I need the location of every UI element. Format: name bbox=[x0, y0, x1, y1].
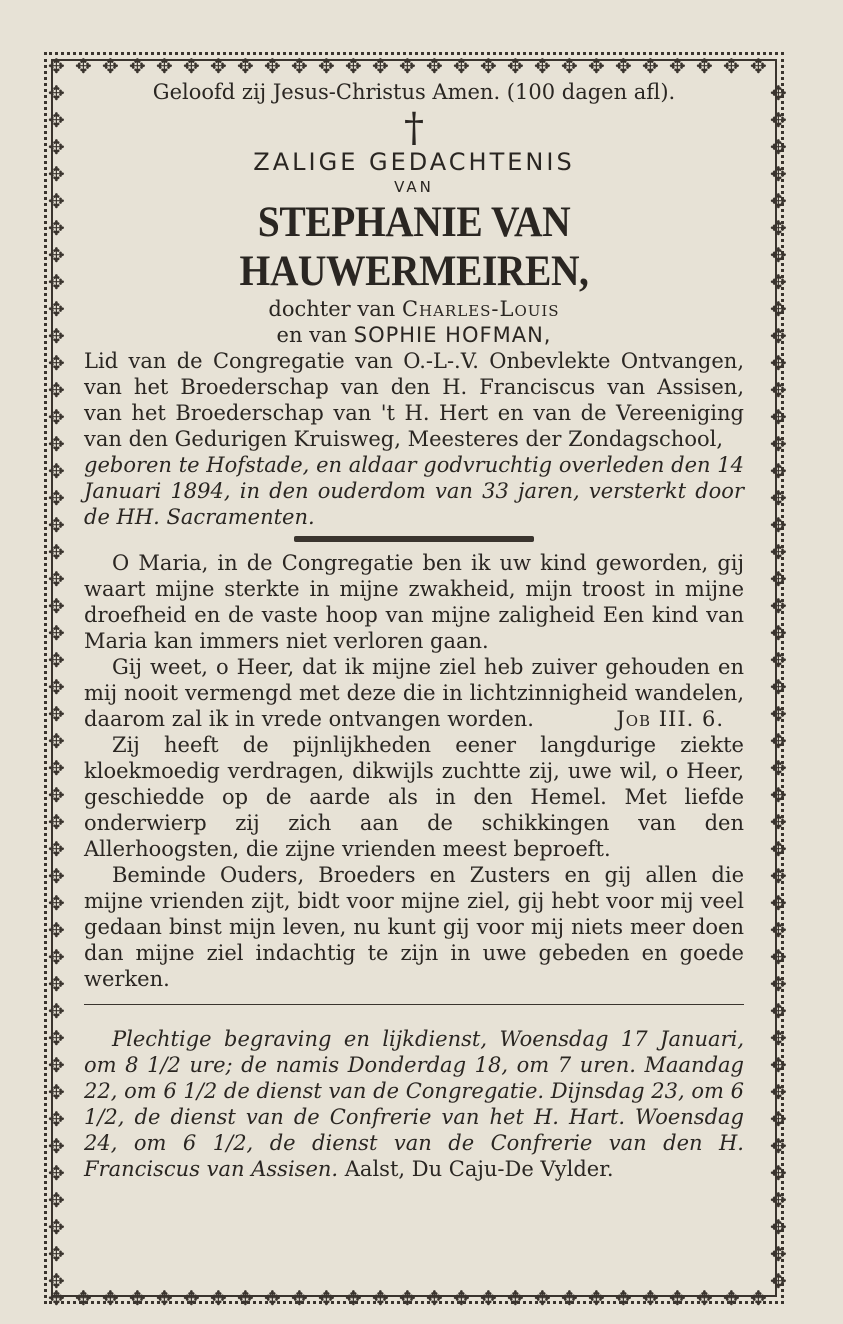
ornament-icon: ✥ bbox=[770, 1269, 787, 1293]
ornament-icon: ✥ bbox=[48, 405, 65, 429]
ornament-icon: ✥ bbox=[48, 81, 65, 105]
ornament-icon: ✥ bbox=[318, 1286, 335, 1310]
ornament-icon: ✥ bbox=[723, 54, 740, 78]
ornament-icon: ✥ bbox=[48, 1161, 65, 1185]
ornament-icon: ✥ bbox=[770, 81, 787, 105]
ornament-icon: ✥ bbox=[770, 243, 787, 267]
ornament-icon: ✥ bbox=[264, 54, 281, 78]
father-name: Charles-Louis bbox=[401, 297, 560, 321]
ornament-icon: ✥ bbox=[318, 54, 335, 78]
ornament-icon: ✥ bbox=[48, 837, 65, 861]
ornament-icon: ✥ bbox=[48, 162, 65, 186]
ornament-icon: ✥ bbox=[642, 54, 659, 78]
ornament-icon: ✥ bbox=[183, 1286, 200, 1310]
invocation: Geloofd zij Jesus-Christus Amen. (100 dagen afl). bbox=[152, 80, 676, 104]
ornament-icon: ✥ bbox=[48, 135, 65, 159]
ornament-icon: ✥ bbox=[770, 216, 787, 240]
ornament-icon: ✥ bbox=[770, 567, 787, 591]
ornament-icon: ✥ bbox=[770, 1188, 787, 1212]
ornament-icon: ✥ bbox=[48, 270, 65, 294]
ornament-icon: ✥ bbox=[426, 1286, 443, 1310]
ornament-icon: ✥ bbox=[770, 1161, 787, 1185]
ornament-icon: ✥ bbox=[48, 1026, 65, 1050]
ornament-icon: ✥ bbox=[48, 513, 65, 537]
ornament-icon: ✥ bbox=[770, 297, 787, 321]
ornament-icon: ✥ bbox=[48, 999, 65, 1023]
ornament-icon: ✥ bbox=[48, 729, 65, 753]
ornament-icon: ✥ bbox=[770, 783, 787, 807]
ornament-icon: ✥ bbox=[48, 54, 65, 78]
ornament-icon: ✥ bbox=[48, 621, 65, 645]
ornament-icon: ✥ bbox=[507, 54, 524, 78]
ornament-icon: ✥ bbox=[48, 1080, 65, 1104]
ornament-icon: ✥ bbox=[48, 540, 65, 564]
cross-icon: † bbox=[404, 105, 424, 151]
ornament-icon: ✥ bbox=[770, 270, 787, 294]
ornament-icon: ✥ bbox=[669, 1286, 686, 1310]
heading: ZALIGE GEDACHTENIS bbox=[253, 148, 575, 176]
ornament-icon: ✥ bbox=[48, 567, 65, 591]
ornament-icon: ✥ bbox=[426, 54, 443, 78]
ornament-icon: ✥ bbox=[48, 216, 65, 240]
ornament-icon: ✥ bbox=[770, 432, 787, 456]
ornament-icon: ✥ bbox=[48, 1107, 65, 1131]
ornament-icon: ✥ bbox=[696, 54, 713, 78]
ornament-icon: ✥ bbox=[770, 891, 787, 915]
ornament-icon: ✥ bbox=[48, 486, 65, 510]
ornament-icon: ✥ bbox=[48, 1188, 65, 1212]
ornament-icon: ✥ bbox=[48, 1215, 65, 1239]
ornament-icon: ✥ bbox=[770, 972, 787, 996]
ornament-icon: ✥ bbox=[48, 432, 65, 456]
ornament-icon: ✥ bbox=[770, 594, 787, 618]
ornament-icon: ✥ bbox=[48, 594, 65, 618]
divider bbox=[294, 536, 534, 542]
ornament-icon: ✥ bbox=[48, 459, 65, 483]
ornament-icon: ✥ bbox=[770, 864, 787, 888]
ornament-icon: ✥ bbox=[770, 189, 787, 213]
ornament-icon: ✥ bbox=[770, 837, 787, 861]
ornament-icon: ✥ bbox=[48, 297, 65, 321]
ornament-icon: ✥ bbox=[48, 918, 65, 942]
ornament-icon: ✥ bbox=[615, 1286, 632, 1310]
ornament-icon: ✥ bbox=[48, 864, 65, 888]
ornament-icon: ✥ bbox=[183, 54, 200, 78]
ornament-icon: ✥ bbox=[770, 945, 787, 969]
ornament-icon: ✥ bbox=[770, 324, 787, 348]
ornament-icon: ✥ bbox=[48, 1242, 65, 1266]
ornament-icon: ✥ bbox=[75, 1286, 92, 1310]
ornament-icon: ✥ bbox=[770, 1215, 787, 1239]
parents bbox=[84, 296, 744, 348]
ornament-icon: ✥ bbox=[399, 54, 416, 78]
ornament-icon: ✥ bbox=[48, 783, 65, 807]
ornament-icon: ✥ bbox=[770, 756, 787, 780]
prayer-1: O Maria, in de Congregatie ben ik uw kind geworden, gij waart mijne sterkte in mijne zwakheid, mijn troost in mijne droefheid en de vaste hoop van mijne zaligheid Een kind van Maria kan immers niet verloren gaan. bbox=[84, 551, 744, 653]
ornament-icon: ✥ bbox=[237, 1286, 254, 1310]
footer-rule bbox=[84, 1004, 744, 1005]
ornament-icon: ✥ bbox=[534, 1286, 551, 1310]
ornament-icon: ✥ bbox=[770, 1107, 787, 1131]
prayer-3: Zij heeft de pijnlijkheden eener langdurige ziekte kloekmoedig verdragen, dikwijls zuchtte zij, uwe wil, o Heer, geschiedde op de aarde als in den Hemel. Met liefde onderwierp zij zich aan de schikkingen van den Allerhoogsten, die zijne vrienden meest beproeft. bbox=[84, 733, 744, 861]
father-line: dochter van Charles-Louis bbox=[268, 297, 560, 321]
ornament-icon: ✥ bbox=[102, 54, 119, 78]
ornament-icon: ✥ bbox=[345, 1286, 362, 1310]
ornament-icon: ✥ bbox=[48, 945, 65, 969]
ornament-icon: ✥ bbox=[770, 1134, 787, 1158]
scripture-ref: Job III. 6. bbox=[616, 707, 724, 731]
ornament-icon: ✥ bbox=[48, 243, 65, 267]
ornament-icon: ✥ bbox=[588, 54, 605, 78]
ornament-icon: ✥ bbox=[588, 1286, 605, 1310]
ornament-icon: ✥ bbox=[770, 702, 787, 726]
ornament-icon: ✥ bbox=[770, 1026, 787, 1050]
ornament-icon: ✥ bbox=[770, 621, 787, 645]
ornament-icon: ✥ bbox=[770, 999, 787, 1023]
prayer-4: Beminde Ouders, Broeders en Zusters en gij allen die mijne vrienden zijt, bidt voor mijne ziel, gij hebt voor mij veel gedaan binst mijn leven, nu kunt gij voor mij niets meer doen dan mijne ziel indachtig te zijn in uwe gebeden en goede werken. bbox=[84, 863, 744, 991]
ornament-icon: ✥ bbox=[48, 756, 65, 780]
ornament-icon: ✥ bbox=[770, 135, 787, 159]
ornament-icon: ✥ bbox=[770, 351, 787, 375]
ornament-icon: ✥ bbox=[480, 54, 497, 78]
ornament-icon: ✥ bbox=[48, 378, 65, 402]
ornament-icon: ✥ bbox=[770, 378, 787, 402]
footer-services: Plechtige begraving en lijkdienst, Woensdag 17 Januari, om 8 1/2 ure; de namis Donderdag 18, om 7 uren. Maandag 22, om 6 1/2 de dienst van de Congregatie. Dijnsdag 23, om 6 1/2, de dienst van de Confrerie van het H. Hart. Woensdag 24, om 6 1/2, de dienst van de Confrerie van den H. Franciscus van Assisen. Aalst, Du Caju-De Vylder. bbox=[84, 1027, 744, 1181]
ornament-icon: ✥ bbox=[48, 1286, 65, 1310]
ornament-icon: ✥ bbox=[770, 486, 787, 510]
ornament-icon: ✥ bbox=[453, 54, 470, 78]
ornament-icon: ✥ bbox=[48, 324, 65, 348]
ornament-icon: ✥ bbox=[669, 54, 686, 78]
ornament-icon: ✥ bbox=[48, 1053, 65, 1077]
ornament-icon: ✥ bbox=[770, 540, 787, 564]
ornament-icon: ✥ bbox=[561, 1286, 578, 1310]
ornament-icon: ✥ bbox=[48, 891, 65, 915]
ornament-icon: ✥ bbox=[507, 1286, 524, 1310]
ornament-icon: ✥ bbox=[770, 1080, 787, 1104]
ornament-icon: ✥ bbox=[642, 1286, 659, 1310]
ornament-icon: ✥ bbox=[399, 1286, 416, 1310]
ornament-icon: ✥ bbox=[129, 54, 146, 78]
ornament-icon: ✥ bbox=[561, 54, 578, 78]
ornament-icon: ✥ bbox=[723, 1286, 740, 1310]
card-content bbox=[84, 80, 744, 1290]
ornament-icon: ✥ bbox=[770, 729, 787, 753]
ornament-icon: ✥ bbox=[770, 918, 787, 942]
ornament-icon: ✥ bbox=[770, 513, 787, 537]
bio: Lid van de Congregatie van O.-L-.V. Onbevlekte Ontvangen, van het Broederschap van den H. Franciscus van Assisen, van het Broederschap van 't H. Hert en van de Vereeniging van den Gedurigen Kruisweg, Meesteres der Zondagschool, bbox=[84, 349, 744, 451]
ornament-icon: ✥ bbox=[770, 675, 787, 699]
ornament-icon: ✥ bbox=[102, 1286, 119, 1310]
ornament-icon: ✥ bbox=[48, 972, 65, 996]
deceased-name: STEPHANIE VAN HAUWERMEIREN, bbox=[239, 199, 589, 295]
ornament-icon: ✥ bbox=[75, 54, 92, 78]
ornament-icon: ✥ bbox=[770, 108, 787, 132]
ornament-icon: ✥ bbox=[48, 648, 65, 672]
ornament-icon: ✥ bbox=[156, 54, 173, 78]
ornament-icon: ✥ bbox=[615, 54, 632, 78]
ornament-icon: ✥ bbox=[291, 54, 308, 78]
ornament-icon: ✥ bbox=[480, 1286, 497, 1310]
ornament-icon: ✥ bbox=[48, 351, 65, 375]
ornament-icon: ✥ bbox=[129, 1286, 146, 1310]
ornament-icon: ✥ bbox=[48, 1134, 65, 1158]
ornament-icon: ✥ bbox=[770, 1053, 787, 1077]
ornament-icon: ✥ bbox=[156, 1286, 173, 1310]
ornament-icon: ✥ bbox=[770, 162, 787, 186]
ornament-icon: ✥ bbox=[237, 54, 254, 78]
ornament-icon: ✥ bbox=[696, 1286, 713, 1310]
ornament-icon: ✥ bbox=[770, 810, 787, 834]
ornament-icon: ✥ bbox=[750, 54, 767, 78]
ornament-icon: ✥ bbox=[453, 1286, 470, 1310]
ornament-icon: ✥ bbox=[750, 1286, 767, 1310]
ornament-icon: ✥ bbox=[48, 810, 65, 834]
prayer-2: Gij weet, o Heer, dat ik mijne ziel heb zuiver gehouden en mij nooit vermengd met deze die in lichtzinnigheid wandelen, daarom zal ik in vrede ontvangen worden. Job III. 6. bbox=[84, 655, 744, 731]
ornament-icon: ✥ bbox=[48, 675, 65, 699]
ornament-icon: ✥ bbox=[210, 54, 227, 78]
ornament-icon: ✥ bbox=[291, 1286, 308, 1310]
ornament-icon: ✥ bbox=[770, 459, 787, 483]
ornament-icon: ✥ bbox=[48, 702, 65, 726]
mother-name: SOPHIE HOFMAN, bbox=[353, 323, 552, 347]
ornament-icon: ✥ bbox=[534, 54, 551, 78]
mother-line: en van SOPHIE HOFMAN, bbox=[276, 323, 552, 347]
ornament-icon: ✥ bbox=[210, 1286, 227, 1310]
printer: Aalst, Du Caju-De Vylder. bbox=[344, 1157, 614, 1181]
ornament-icon: ✥ bbox=[770, 1242, 787, 1266]
ornament-icon: ✥ bbox=[48, 189, 65, 213]
ornament-icon: ✥ bbox=[345, 54, 362, 78]
ornament-icon: ✥ bbox=[770, 405, 787, 429]
ornament-icon: ✥ bbox=[48, 1269, 65, 1293]
ornament-icon: ✥ bbox=[372, 54, 389, 78]
ornament-icon: ✥ bbox=[264, 1286, 281, 1310]
ornament-icon: ✥ bbox=[48, 108, 65, 132]
ornament-icon: ✥ bbox=[372, 1286, 389, 1310]
van-label: VAN bbox=[394, 178, 434, 196]
ornament-icon: ✥ bbox=[770, 648, 787, 672]
birth-death: geboren te Hofstade, en aldaar godvruchtig overleden den 14 Januari 1894, in den ouderdom van 33 jaren, versterkt door de HH. Sacramenten. bbox=[84, 453, 744, 529]
